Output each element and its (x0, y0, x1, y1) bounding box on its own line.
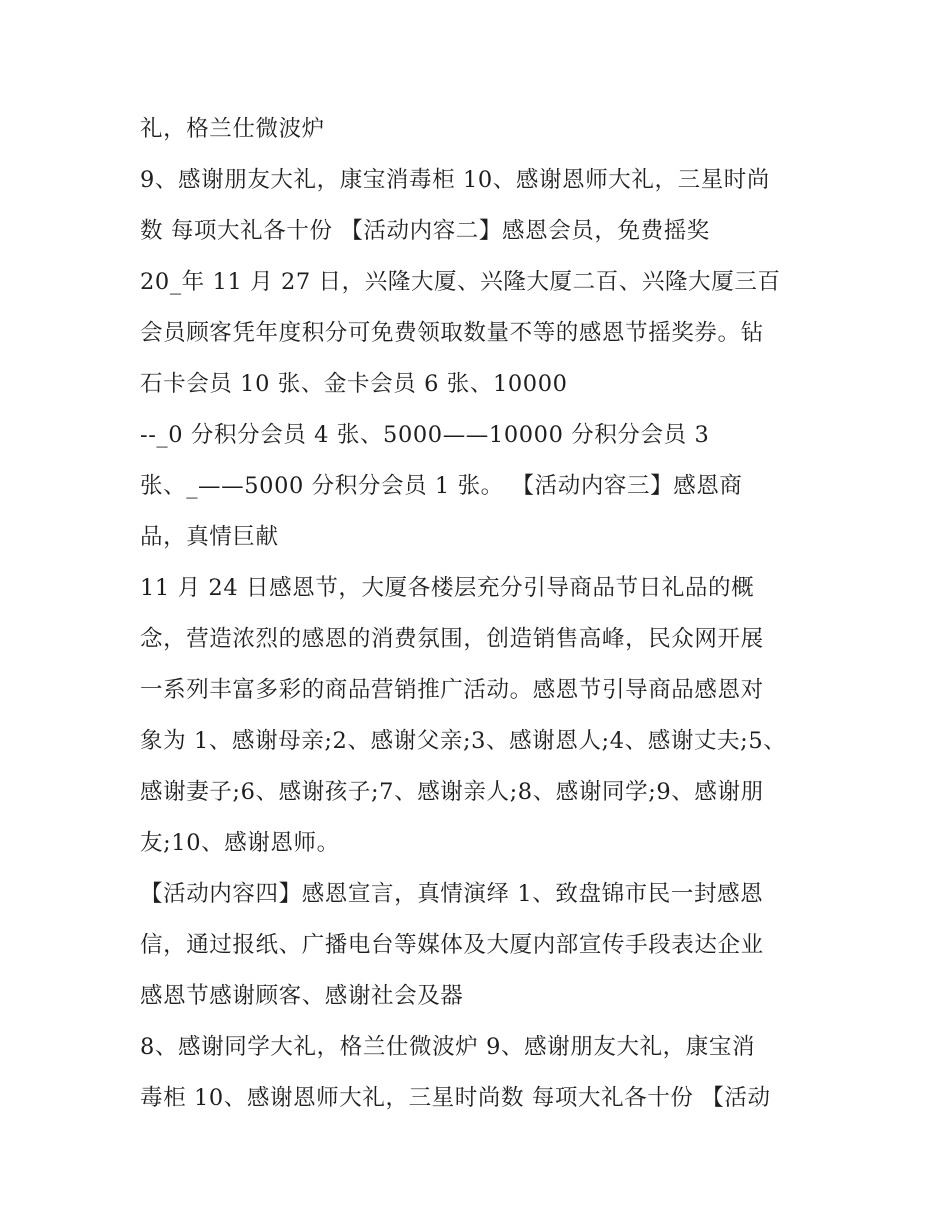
text-line: 20_年 11 月 27 日，兴隆大厦、兴隆大厦二百、兴隆大厦三百 (140, 269, 781, 295)
text-line: 石卡会员 10 张、金卡会员 6 张、10000 (140, 371, 568, 397)
text-line: 象为 1、感谢母亲;2、感谢父亲;3、感谢恩人;4、感谢丈夫;5、 (140, 728, 787, 754)
text-line: 品，真情巨献 (140, 524, 279, 550)
text-line: 9、感谢朋友大礼，康宝消毒柜 10、感谢恩师大礼，三星时尚 (140, 167, 770, 193)
text-line: 数 每项大礼各十份 【活动内容二】感恩会员，免费摇奖 (140, 218, 710, 244)
text-line: 友;10、感谢恩师。 (140, 830, 340, 856)
text-line: 【活动内容四】感恩宣言，真情演绎 1、致盘锦市民一封感恩 (140, 881, 764, 907)
text-line: --_0 分积分会员 4 张、5000——10000 分积分会员 3 (140, 422, 710, 448)
text-line: 一系列丰富多彩的商品营销推广活动。感恩节引导商品感恩对 (140, 677, 764, 703)
text-line: 11 月 24 日感恩节，大厦各楼层充分引导商品节日礼品的概 (140, 575, 755, 601)
text-line: 8、感谢同学大礼，格兰仕微波炉 9、感谢朋友大礼，康宝消 (140, 1034, 756, 1060)
text-line: 礼，格兰仕微波炉 (140, 116, 325, 142)
document-body (140, 104, 830, 1124)
text-line: 毒柜 10、感谢恩师大礼，三星时尚数 每项大礼各十份 【活动 (140, 1085, 771, 1111)
text-line: 感谢妻子;6、感谢孩子;7、感谢亲人;8、感谢同学;9、感谢朋 (140, 779, 764, 805)
text-line: 张、_——5000 分积分会员 1 张。 【活动内容三】感恩商 (140, 473, 743, 499)
text-line: 念，营造浓烈的感恩的消费氛围，创造销售高峰，民众网开展 (140, 626, 764, 652)
text-line: 会员顾客凭年度积分可免费领取数量不等的感恩节摇奖券。钻 (140, 320, 764, 346)
text-line: 感恩节感谢顾客、感谢社会及器 (140, 983, 464, 1009)
text-line: 信，通过报纸、广播电台等媒体及大厦内部宣传手段表达企业 (140, 932, 764, 958)
